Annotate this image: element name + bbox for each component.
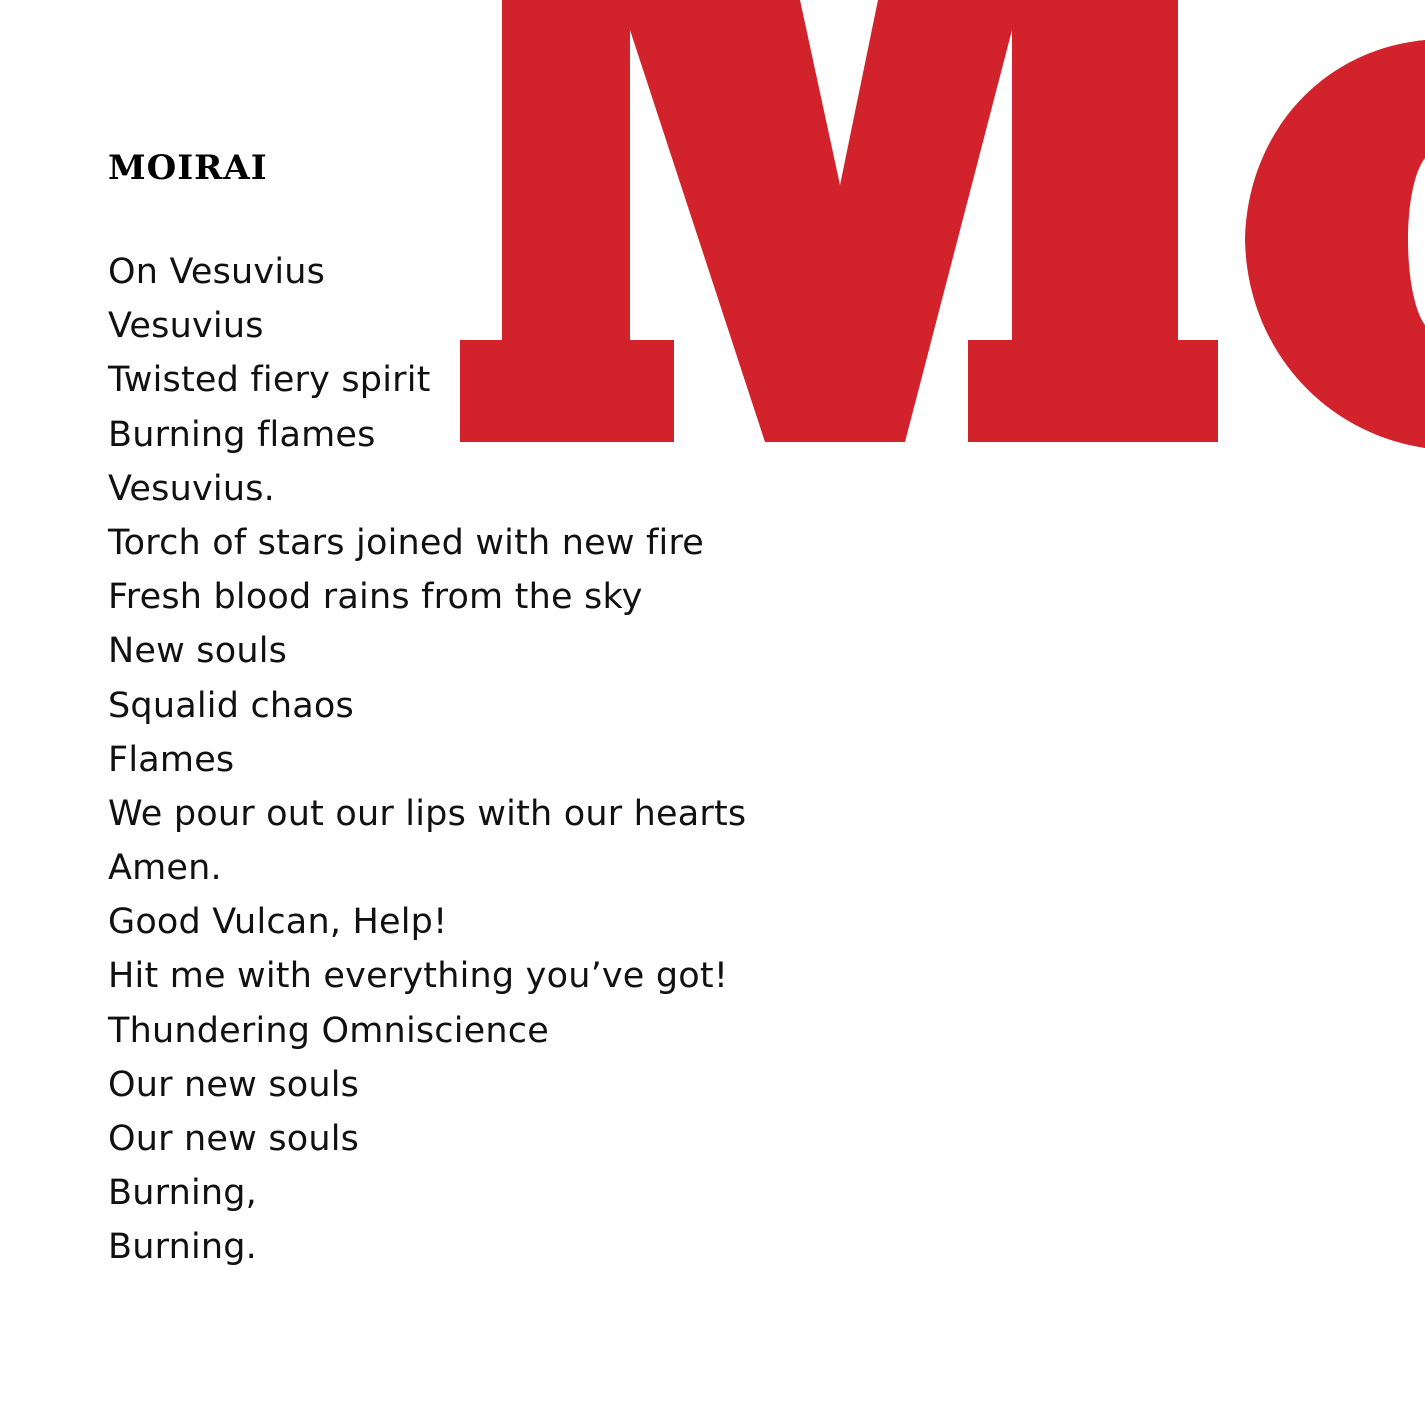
poem-line: On Vesuvius bbox=[108, 252, 326, 292]
poem-line: Hit me with everything you’ve got! bbox=[108, 956, 729, 997]
poem-line: Our new souls bbox=[108, 1119, 360, 1159]
poem-line: Burning. bbox=[108, 1227, 257, 1268]
poem-line: Vesuvius. bbox=[108, 468, 275, 509]
poem-line: Twisted fiery spirit bbox=[108, 360, 431, 401]
poem-line: Torch of stars joined with new fire bbox=[108, 522, 705, 563]
poem-line: Burning flames bbox=[108, 414, 376, 455]
poem-line: Fresh blood rains from the sky bbox=[108, 577, 643, 618]
poem-line: We pour out our lips with our hearts bbox=[108, 793, 747, 834]
letter-o-shape bbox=[1245, 40, 1425, 448]
poem-line: Our new souls bbox=[108, 1064, 360, 1105]
poem-line: Amen. bbox=[108, 848, 222, 889]
poem-title: MOIRAI bbox=[108, 148, 268, 188]
poem-line: Thundering Omniscience bbox=[108, 1010, 549, 1051]
poem-line: Flames bbox=[108, 739, 235, 780]
poem-line: New souls bbox=[108, 631, 288, 672]
poem-body bbox=[108, 245, 746, 1275]
poem-line: Burning, bbox=[108, 1173, 257, 1214]
poem-line: Good Vulcan, Help! bbox=[108, 902, 448, 943]
poem-line: Vesuvius bbox=[108, 306, 264, 347]
poem-line: Squalid chaos bbox=[108, 685, 354, 726]
